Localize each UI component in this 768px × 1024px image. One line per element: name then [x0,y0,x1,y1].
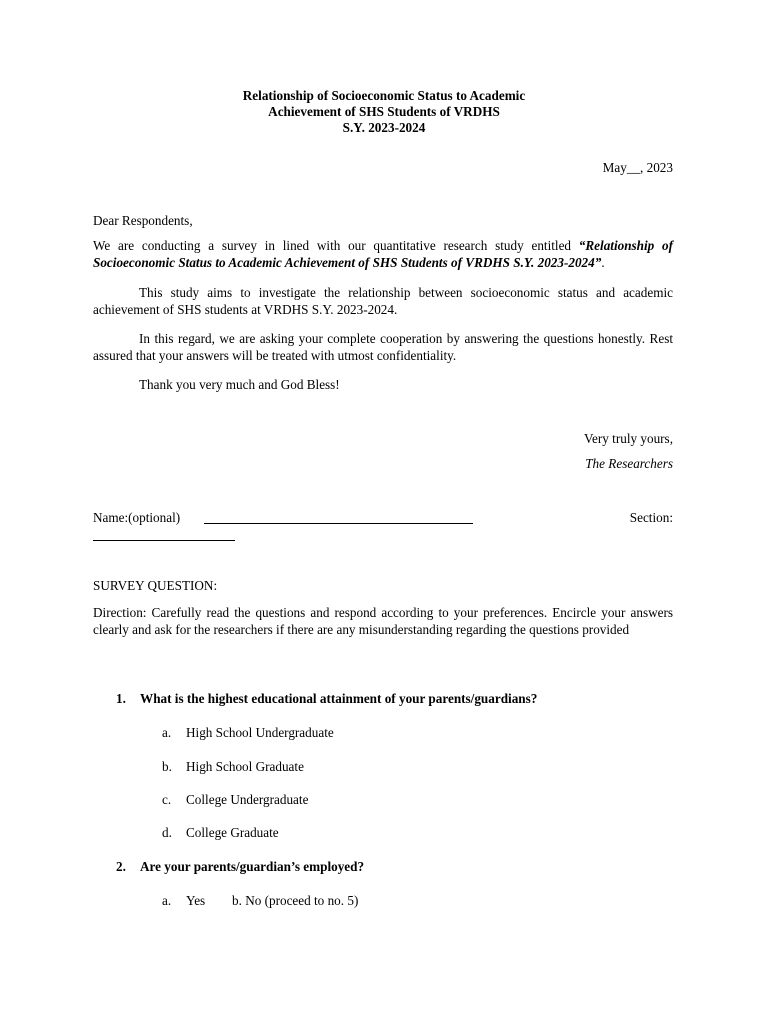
question-1-option-a[interactable] [162,725,334,741]
question-1-option-b[interactable] [162,759,304,775]
question-2-option-b[interactable]: b. No (proceed to no. 5) [232,893,359,908]
question-1 [116,691,537,707]
option-letter: c. [162,792,172,807]
option-letter: a. [162,725,172,740]
intro-text: We are conducting a survey in lined with our quantitative research study entitled [93,238,579,253]
study-aim-paragraph: This study aims to investigate the relationship between socioeconomic status and academic achievement of SHS students at VRDHS S.Y. 2023-2024. [93,285,673,317]
option-text: High School Undergraduate [186,725,334,740]
question-2-text: Are your parents/guardian’s employed? [140,859,365,874]
question-1-text: What is the highest educational attainment of your parents/guardians? [140,691,538,706]
cooperation-paragraph: In this regard, we are asking your complete cooperation by answering the questions honestly. Rest assured that your answers will be treated with utmost confidentiality. [93,331,673,363]
document-title-line-1: Relationship of Socioeconomic Status to Academic [242,88,526,103]
survey-heading: SURVEY QUESTION: [93,578,218,593]
intro-paragraph [93,238,673,271]
option-letter: d. [162,825,172,840]
question-2-number: 2. [116,859,126,874]
name-blank-line[interactable] [204,510,473,524]
salutation: Dear Respondents, [93,213,193,228]
name-label: Name:(optional) [93,510,181,525]
question-2-option-a[interactable] [162,893,205,909]
question-1-number: 1. [116,691,126,706]
closing: Very truly yours, [583,431,673,446]
signature: The Researchers [585,456,673,471]
section-label: Section: [629,510,673,525]
thanks-paragraph: Thank you very much and God Bless! [139,377,340,392]
option-text: High School Graduate [186,759,304,774]
document-title-line-2: Achievement of SHS Students of VRDHS [268,104,500,119]
question-1-option-d[interactable] [162,825,279,841]
study-title: “Relationship of Socioeconomic Status to Academic Achievement of SHS Students of VRDHS S.Y. 2023-2024” [93,238,674,270]
question-2 [116,859,364,875]
option-text: College Graduate [186,825,279,840]
intro-end: . [601,254,605,270]
section-blank-line[interactable] [93,527,235,541]
document-title-line-3: S.Y. 2023-2024 [342,120,426,135]
option-text: College Undergraduate [186,792,309,807]
option-text: Yes [186,893,206,908]
survey-direction: Direction: Carefully read the questions and respond according to your preferences. Encircle your answers clearly and ask for the researchers if there are any misunderstanding regarding the questions provided [93,605,673,637]
question-1-option-c[interactable] [162,792,308,808]
letter-date: May__, 2023 [602,160,673,175]
option-letter: a. [162,893,172,908]
option-letter: b. [162,759,172,774]
